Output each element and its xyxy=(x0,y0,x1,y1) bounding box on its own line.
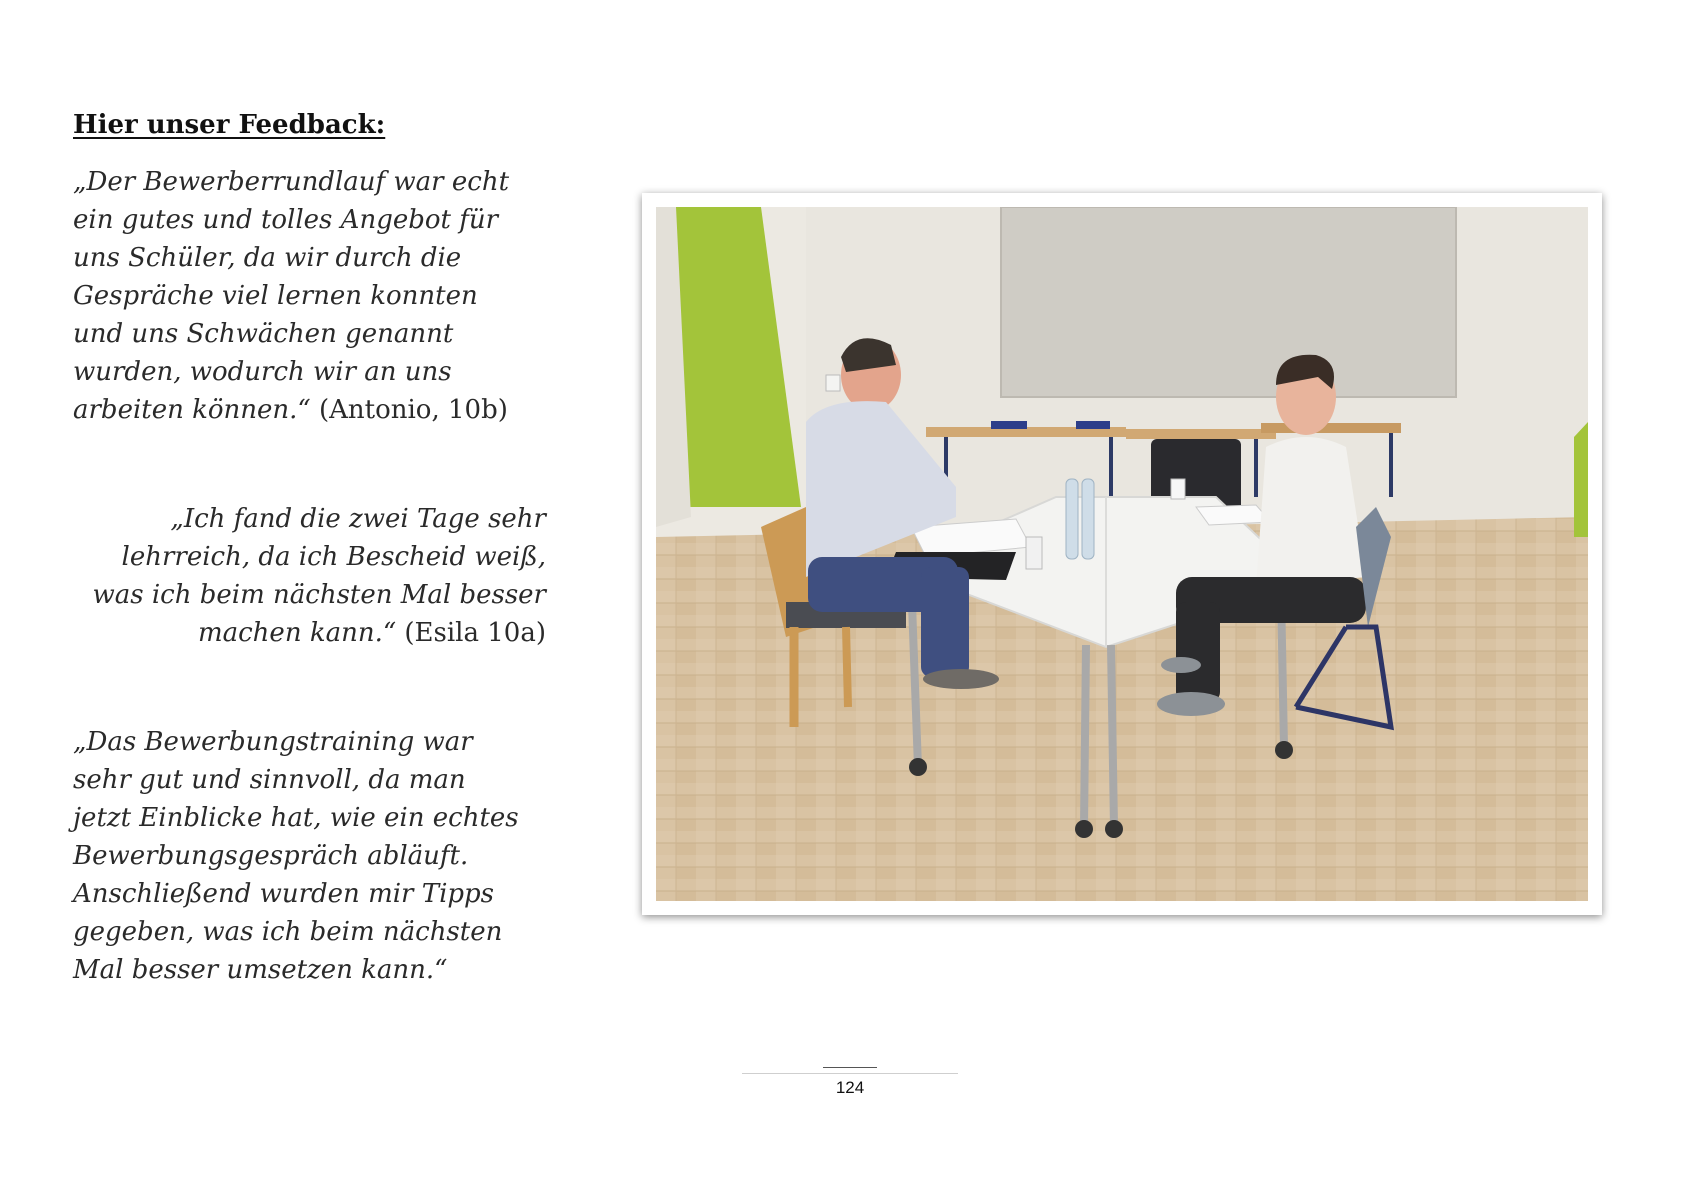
footer-rule-short xyxy=(823,1067,877,1068)
quote-line: „Ich fand die zwei Tage sehr xyxy=(170,504,546,534)
quote-author: (Esila 10a) xyxy=(396,618,546,648)
quote-line: „Das Bewerbungstraining war xyxy=(73,727,473,757)
quote-line: sehr gut und sinnvoll, da man xyxy=(73,765,466,795)
quote-line: arbeiten können.“ xyxy=(73,395,311,425)
photo-frame xyxy=(642,193,1602,915)
quote-line: Bewerbungsgespräch abläuft. xyxy=(73,841,469,871)
page-heading: Hier unser Feedback: xyxy=(73,110,386,140)
feedback-quote-esila xyxy=(70,500,546,652)
quote-line: Mal besser umsetzen kann.“ xyxy=(73,955,448,985)
quote-line: wurden, wodurch wir an uns xyxy=(73,357,452,387)
page-number: 124 xyxy=(835,1078,865,1097)
quote-line: machen kann.“ xyxy=(197,618,397,648)
feedback-quote-antonio xyxy=(73,163,543,429)
quote-line: gegeben, was ich beim nächsten xyxy=(73,917,503,947)
interview-photo xyxy=(656,207,1588,901)
quote-line: was ich beim nächsten Mal besser xyxy=(92,580,546,610)
quote-line: jetzt Einblicke hat, wie ein echtes xyxy=(73,803,519,833)
quote-line: Gespräche viel lernen konnten xyxy=(73,281,478,311)
interview-scene-illustration xyxy=(656,207,1588,901)
quote-line: Anschließend wurden mir Tipps xyxy=(73,879,495,909)
quote-line: uns Schüler, da wir durch die xyxy=(73,243,462,273)
footer-rule-long xyxy=(742,1073,958,1074)
quote-line: „Der Bewerberrundlauf war echt xyxy=(73,167,510,197)
quote-line: und uns Schwächen genannt xyxy=(73,319,454,349)
quote-author: (Antonio, 10b) xyxy=(310,395,508,425)
quote-line: lehrreich, da ich Bescheid weiß, xyxy=(121,542,546,572)
wall-screen xyxy=(1001,207,1456,397)
feedback-quote-third xyxy=(73,723,543,989)
quote-line: ein gutes und tolles Angebot für xyxy=(73,205,499,235)
